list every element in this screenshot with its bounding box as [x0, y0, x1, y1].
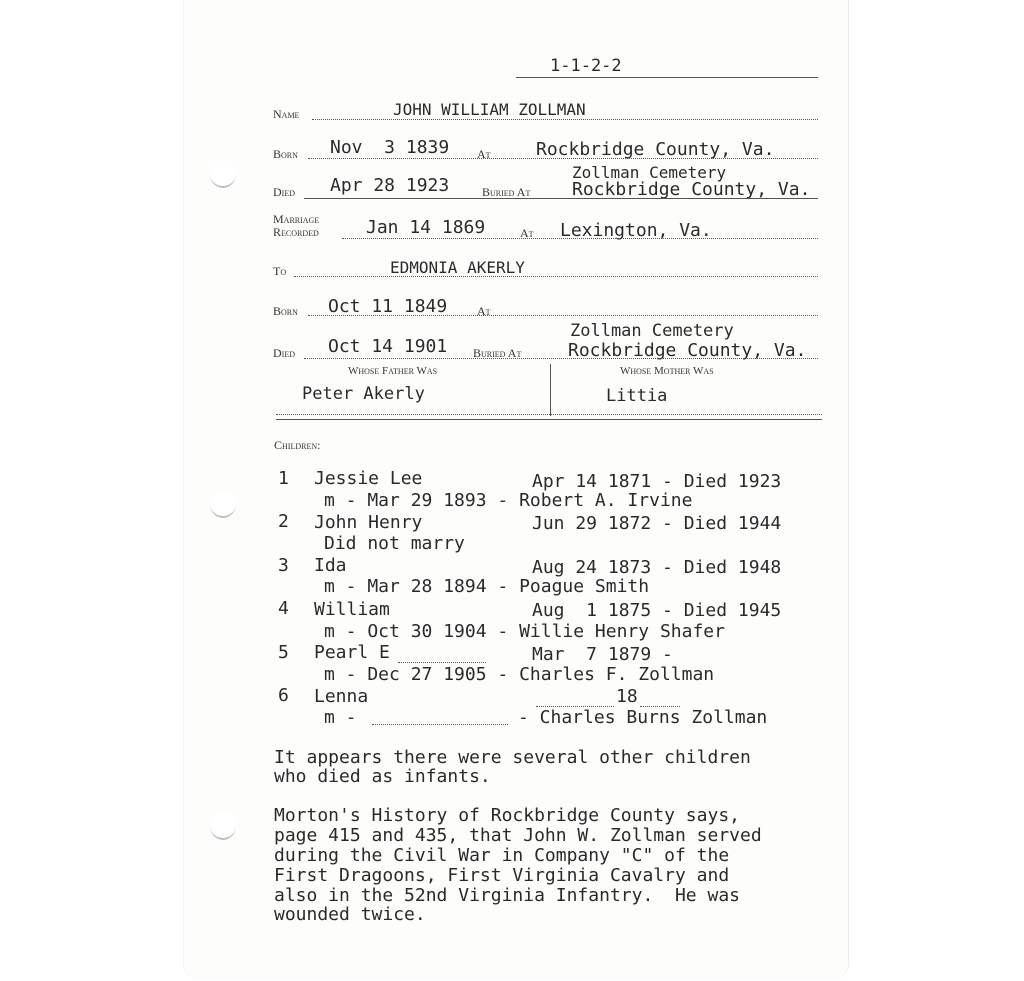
history-line: First Dragoons, First Virginia Cavalry and [274, 865, 730, 886]
history-line: Morton's History of Rockbridge County says, [274, 805, 740, 826]
born-line [308, 158, 818, 159]
child-detail: - Charles Burns Zollman [518, 707, 768, 728]
to-line [294, 276, 818, 277]
marriage-line [342, 238, 818, 239]
reference-number: 1-1-2-2 [550, 56, 622, 76]
child-dates: Jun 29 1872 - Died 1944 [532, 513, 782, 534]
history-line: during the Civil War in Company "C" of the [274, 845, 730, 866]
spouse-died-line [304, 358, 818, 359]
child-name: William [314, 599, 390, 620]
marriage-place: Lexington, Va. [560, 220, 712, 241]
child-number: 6 [278, 685, 289, 706]
born-at-label: At [477, 147, 491, 161]
mother-name: Littia [606, 386, 668, 406]
child-number: 4 [278, 598, 289, 619]
child-detail-prefix: m - [324, 707, 357, 728]
to-label: To [273, 264, 287, 278]
person-cemetery: Zollman Cemetery [572, 163, 727, 182]
child-name-blank [398, 662, 486, 663]
parents-line-top [276, 414, 822, 415]
child-number: 5 [278, 642, 289, 663]
name-label: Name [273, 107, 300, 121]
born-label: Born [273, 147, 298, 161]
reference-underline [516, 77, 818, 78]
child-detail: Did not marry [324, 533, 465, 554]
spouse-born-at-label: At [477, 304, 491, 318]
binder-hole [210, 490, 236, 518]
parents-divider [550, 364, 551, 416]
child-number: 1 [278, 468, 289, 489]
child-dates: 18 [616, 686, 638, 707]
spouse-born-line [308, 315, 818, 316]
child-detail: m - Mar 29 1893 - Robert A. Irvine [324, 490, 693, 511]
spouse-name: EDMONIA AKERLY [390, 258, 525, 277]
child-name: John Henry [314, 512, 423, 533]
spouse-buried-at-label: Buried At [473, 346, 522, 360]
father-name: Peter Akerly [302, 384, 425, 404]
died-label: Died [273, 185, 295, 199]
father-label: Whose Father Was [348, 365, 438, 377]
history-line: also in the 52nd Virginia Infantry. He was [274, 885, 740, 906]
marriage-label: Marriage [273, 212, 320, 226]
mother-label: Whose Mother Was [620, 365, 714, 377]
spouse-burial-place: Rockbridge County, Va. [568, 340, 807, 361]
spouse-died-date: Oct 14 1901 [328, 336, 448, 357]
child-dates: Mar 7 1879 - [532, 644, 673, 665]
child-name: Lenna [314, 686, 369, 707]
child-detail: m - Dec 27 1905 - Charles F. Zollman [324, 664, 715, 685]
binder-hole [210, 160, 236, 188]
history-line: wounded twice. [274, 904, 426, 925]
marriage-at-label: At [520, 226, 534, 240]
spouse-born-date: Oct 11 1849 [328, 296, 448, 317]
child-name: Jessie Lee [314, 468, 423, 489]
parents-line-bottom [276, 419, 822, 420]
child-name: Pearl E [314, 642, 390, 663]
child-marriage-blank [372, 724, 508, 725]
child-number: 3 [278, 555, 289, 576]
person-born-date: Nov 3 1839 [330, 137, 450, 158]
child-detail: m - Mar 28 1894 - Poague Smith [324, 576, 650, 597]
person-burial-place: Rockbridge County, Va. [572, 179, 811, 200]
name-line [312, 119, 818, 120]
person-born-place: Rockbridge County, Va. [536, 139, 775, 160]
history-line: page 415 and 435, that John W. Zollman served [274, 825, 762, 846]
children-label: Children: [274, 438, 321, 452]
note-line: who died as infants. [274, 766, 491, 787]
child-detail: m - Oct 30 1904 - Willie Henry Shafer [324, 621, 725, 642]
buried-at-label: Buried At [482, 185, 531, 199]
note-line: It appears there were several other children [274, 747, 751, 768]
person-name: JOHN WILLIAM ZOLLMAN [393, 100, 586, 119]
person-died-date: Apr 28 1923 [330, 175, 450, 196]
spouse-died-label: Died [273, 346, 295, 360]
marriage-date: Jan 14 1869 [366, 217, 486, 238]
child-dates: Apr 14 1871 - Died 1923 [532, 471, 782, 492]
died-line [304, 198, 818, 199]
spouse-cemetery: Zollman Cemetery [570, 321, 734, 341]
recorded-label: Recorded [273, 225, 319, 239]
spouse-born-label: Born [273, 304, 298, 318]
binder-hole [210, 812, 236, 840]
child-number: 2 [278, 511, 289, 532]
child-dates: Aug 24 1873 - Died 1948 [532, 557, 782, 578]
child-dates: Aug 1 1875 - Died 1945 [532, 600, 782, 621]
child-name: Ida [314, 555, 347, 576]
